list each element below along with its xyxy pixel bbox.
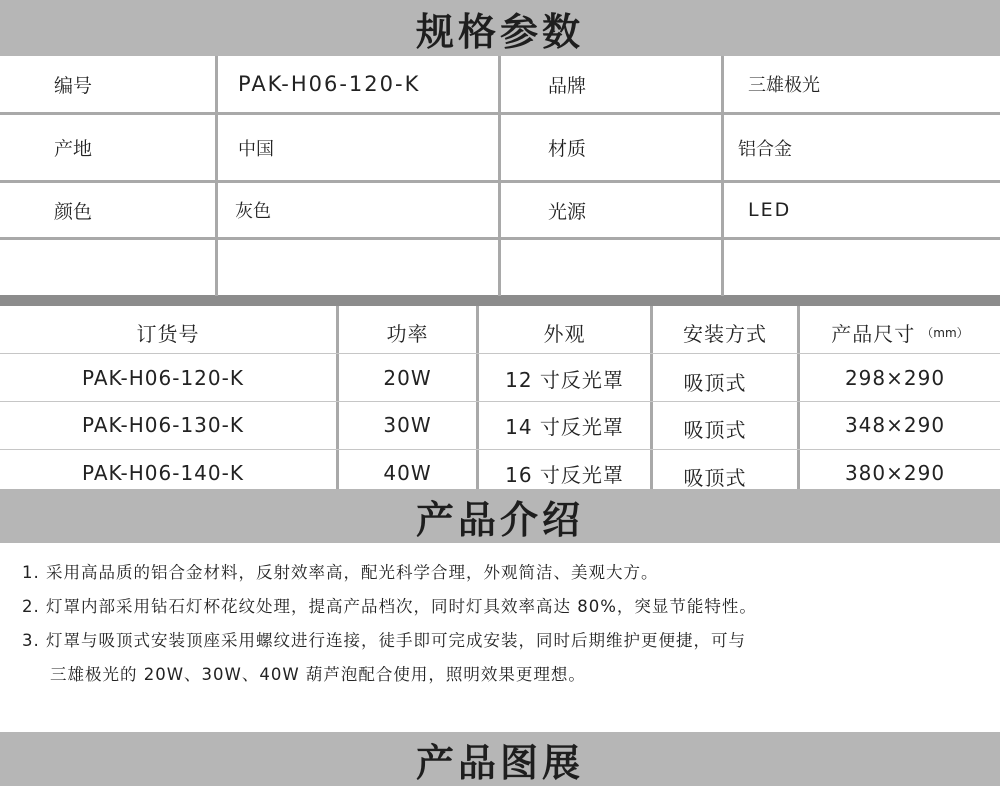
spec-value-origin: 中国	[238, 138, 274, 160]
order-header-size-unit: （mm）	[921, 325, 969, 340]
spec-label-color: 颜色	[54, 200, 93, 223]
order-row-size: 348×290	[844, 413, 946, 437]
order-header-code: 订货号	[136, 321, 200, 346]
spec-label-origin: 产地	[54, 138, 93, 160]
gallery-title-banner	[0, 732, 1000, 786]
order-row-separator	[0, 449, 1000, 450]
spec-grid-divider	[721, 56, 724, 296]
intro-item-2: 2. 灯罩内部采用钻石灯杯花纹处理，提高产品档次，同时灯具效率高达 80%，突显节能特性。	[22, 597, 757, 616]
order-row-code: PAK-H06-140-K	[82, 461, 244, 485]
intro-title: 产品介绍	[415, 497, 584, 542]
order-row-look: 14 寸反光罩	[505, 414, 624, 439]
order-header-size	[800, 310, 1000, 354]
order-row-size: 298×290	[844, 366, 946, 390]
spec-value-material: 铝合金	[738, 138, 792, 160]
order-header-mount: 安装方式	[683, 321, 767, 346]
order-row-power: 20W	[383, 366, 432, 390]
intro-title-banner	[0, 489, 1000, 543]
order-header-power: 功率	[386, 321, 429, 346]
order-header-look: 外观	[543, 321, 586, 346]
order-row-power: 40W	[383, 461, 432, 485]
order-row-mount: 吸顶式	[683, 417, 747, 442]
spec-value-color: 灰色	[235, 201, 271, 222]
spec-value-number: PAK-H06-120-K	[238, 72, 421, 96]
spec-label-number: 编号	[54, 74, 93, 97]
intro-list	[22, 556, 982, 692]
order-row-look: 16 寸反光罩	[505, 462, 624, 487]
order-row-mount: 吸顶式	[683, 465, 747, 490]
intro-item-3: 3. 灯罩与吸顶式安装顶座采用螺纹进行连接，徒手即可完成安装，同时后期维护更便捷，可与	[22, 631, 746, 650]
order-row-power: 30W	[383, 413, 432, 437]
intro-item-3-continued: 三雄极光的 20W、30W、40W 葫芦泡配合使用，照明效果更理想。	[50, 665, 586, 684]
specs-title-banner	[0, 0, 1000, 56]
order-header-size-label: 产品尺寸	[831, 321, 916, 346]
spec-grid-divider	[498, 56, 501, 296]
order-row-size: 380×290	[844, 461, 946, 485]
order-row-mount: 吸顶式	[683, 370, 747, 395]
order-row-code: PAK-H06-130-K	[82, 413, 244, 437]
spec-value-brand: 三雄极光	[748, 75, 820, 96]
spec-label-light-source: 光源	[548, 200, 587, 223]
specs-title: 规格参数	[415, 9, 584, 54]
spec-label-material: 材质	[548, 138, 587, 160]
spec-label-brand: 品牌	[548, 74, 587, 97]
spec-value-light-source: LED	[748, 199, 792, 221]
order-row-look: 12 寸反光罩	[505, 367, 624, 392]
spec-grid-divider	[215, 56, 218, 296]
intro-item-1: 1. 采用高品质的铝合金材料，反射效率高，配光科学合理，外观简洁、美观大方。	[22, 563, 659, 582]
order-row-code: PAK-H06-120-K	[82, 366, 244, 390]
gallery-title: 产品图展	[415, 740, 584, 785]
spec-grid-bottom-bar	[0, 295, 1000, 306]
